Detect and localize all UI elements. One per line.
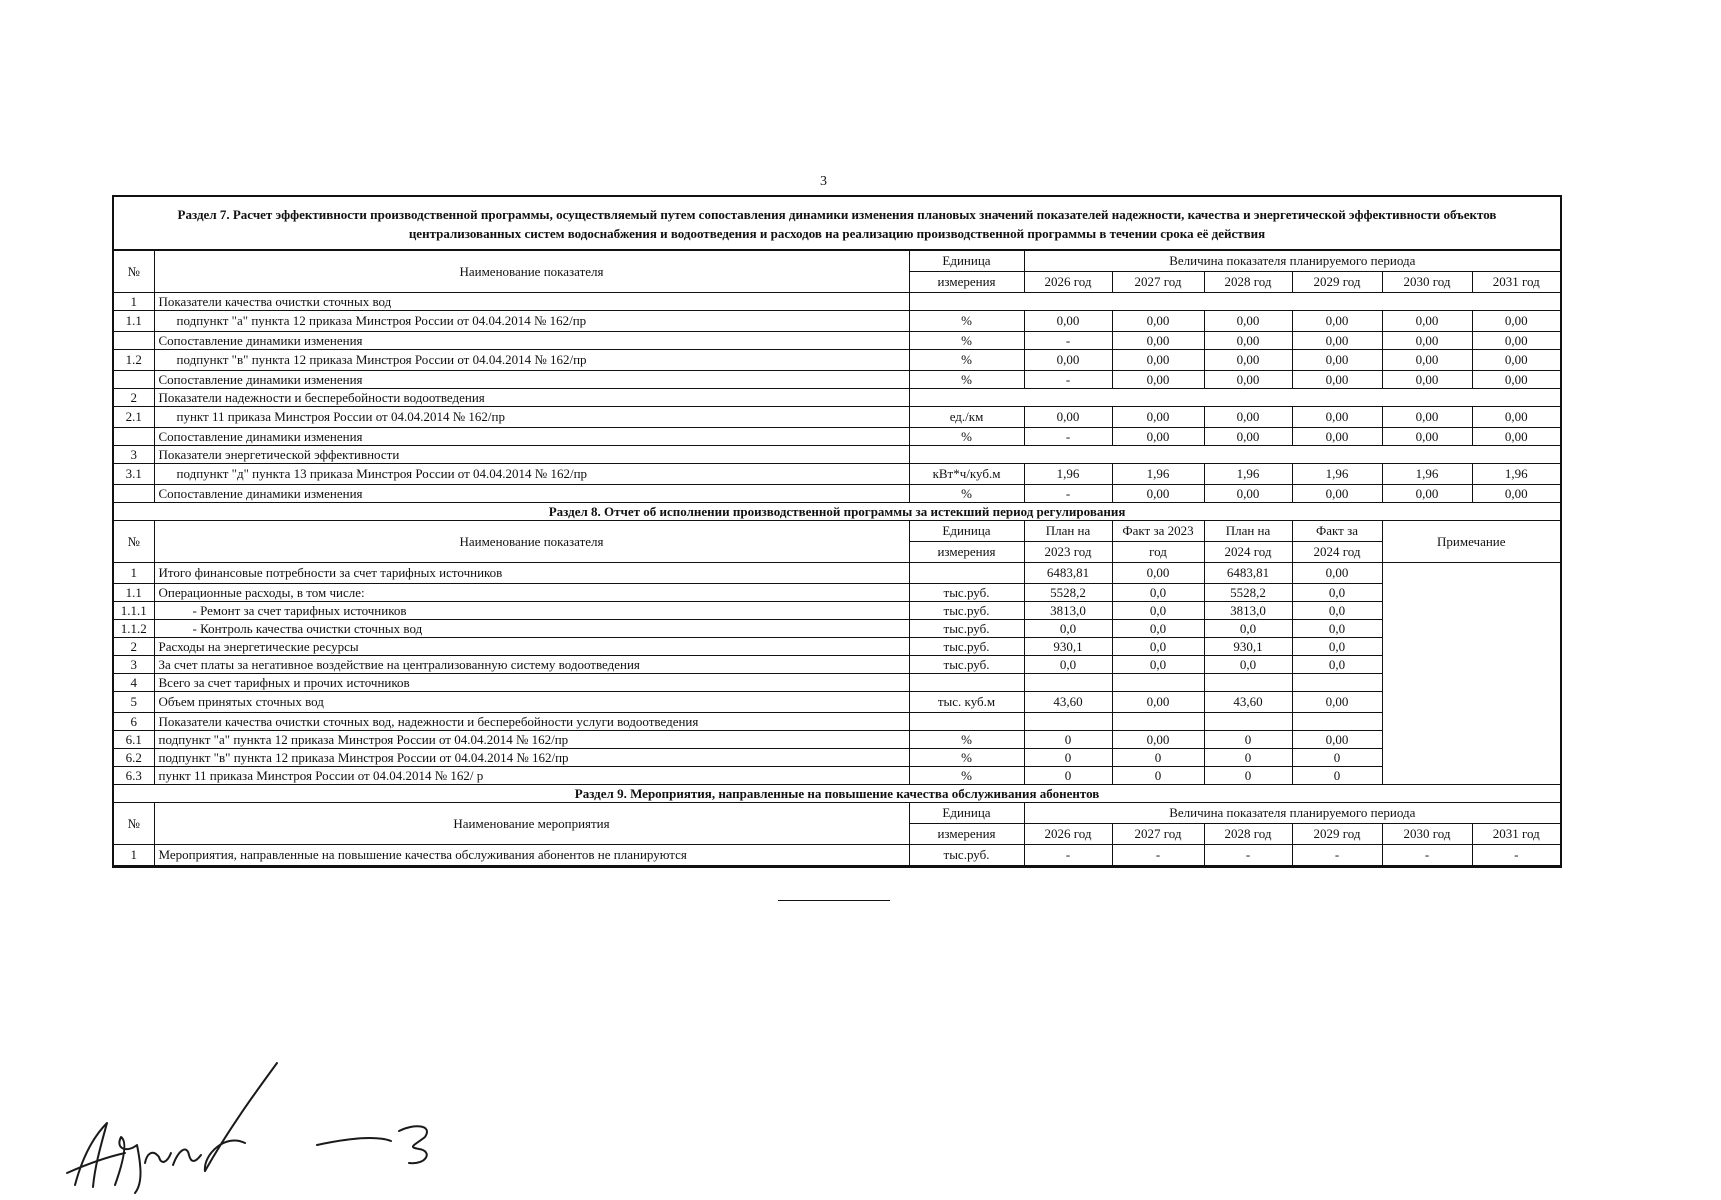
row-value: 0,00 (1472, 350, 1560, 371)
row-unit: % (909, 311, 1024, 332)
section8-row (114, 713, 1560, 731)
section8-row (114, 602, 1560, 620)
row-name: Объем принятых сточных вод (154, 692, 909, 713)
row-name: подпункт "а" пункта 12 приказа Минстроя России от 04.04.2014 № 162/пр (154, 731, 909, 749)
row-value (1024, 674, 1112, 692)
year-header: 2026 год (1024, 824, 1112, 845)
row-unit: тыс. куб.м (909, 692, 1024, 713)
year-header: 2029 год (1292, 272, 1382, 293)
section8-row (114, 767, 1560, 785)
row-value: 0,00 (1112, 332, 1204, 350)
row-number: 2 (114, 389, 154, 407)
row-number: 1.1.1 (114, 602, 154, 620)
row-value: 0 (1204, 767, 1292, 785)
row-name: подпункт "а" пункта 12 приказа Минстроя России от 04.04.2014 № 162/пр (154, 311, 909, 332)
row-empty-span (909, 446, 1560, 464)
row-unit: кВт*ч/куб.м (909, 464, 1024, 485)
section7-row (114, 428, 1560, 446)
main-table (114, 250, 1560, 866)
row-empty-span (909, 293, 1560, 311)
row-number: 1.1 (114, 311, 154, 332)
section8-title: Раздел 8. Отчет об исполнении производственной программы за истекший период регулирования (114, 503, 1560, 521)
row-name: За счет платы за негативное воздействие на централизованную систему водоотведения (154, 656, 909, 674)
row-value (1112, 713, 1204, 731)
row-value: 0,00 (1292, 407, 1382, 428)
row-value: 0,00 (1472, 311, 1560, 332)
row-name: Операционные расходы, в том числе: (154, 584, 909, 602)
section7-row (114, 446, 1560, 464)
row-value (1024, 713, 1112, 731)
row-value: 0,00 (1024, 350, 1112, 371)
row-value: 0,00 (1382, 428, 1472, 446)
page-number: 3 (820, 174, 827, 189)
section7-row (114, 332, 1560, 350)
row-value: 43,60 (1204, 692, 1292, 713)
section9-row (114, 845, 1560, 866)
row-name: Сопоставление динамики изменения (154, 371, 909, 389)
row-empty-span (909, 389, 1560, 407)
row-value: 0,00 (1112, 563, 1204, 584)
row-name: подпункт "в" пункта 12 приказа Минстроя России от 04.04.2014 № 162/пр (154, 350, 909, 371)
handwritten-signature (55, 1045, 445, 1195)
row-value: 0,0 (1112, 602, 1204, 620)
row-number: 5 (114, 692, 154, 713)
row-value: 43,60 (1024, 692, 1112, 713)
year-header: 2027 год (1112, 824, 1204, 845)
row-unit (909, 563, 1024, 584)
row-name: Показатели качества очистки сточных вод, надежности и бесперебойности услуги водоотведения (154, 713, 909, 731)
row-value: 0,00 (1472, 428, 1560, 446)
row-name: Сопоставление динамики изменения (154, 428, 909, 446)
row-value: 0,0 (1292, 620, 1382, 638)
row-value: 0,0 (1024, 656, 1112, 674)
row-unit: % (909, 731, 1024, 749)
section7-row (114, 464, 1560, 485)
row-value: 0,00 (1204, 428, 1292, 446)
row-value (1292, 713, 1382, 731)
row-value: 0,0 (1292, 656, 1382, 674)
row-number: 1.2 (114, 350, 154, 371)
col-name-header: Наименование показателя (154, 251, 909, 293)
section8-header-row (114, 521, 1560, 542)
row-value: - (1024, 428, 1112, 446)
row-value: 0,00 (1292, 311, 1382, 332)
col-plan2024-header-2: 2024 год (1204, 542, 1292, 563)
col-fact2024-header: Факт за (1292, 521, 1382, 542)
row-name: Сопоставление динамики изменения (154, 332, 909, 350)
row-value: 6483,81 (1024, 563, 1112, 584)
document-table-frame (112, 195, 1562, 868)
row-value: 0,00 (1112, 350, 1204, 371)
row-unit: ед./км (909, 407, 1024, 428)
row-value: 5528,2 (1024, 584, 1112, 602)
section8-row (114, 638, 1560, 656)
row-name: подпункт "д" пункта 13 приказа Минстроя России от 04.04.2014 № 162/пр (154, 464, 909, 485)
row-value: 0,00 (1112, 407, 1204, 428)
row-number: 6 (114, 713, 154, 731)
row-value: 930,1 (1204, 638, 1292, 656)
row-value: 0,0 (1292, 584, 1382, 602)
section9-title: Раздел 9. Мероприятия, направленные на повышение качества обслуживания абонентов (114, 785, 1560, 803)
row-name: пункт 11 приказа Минстроя России от 04.04.2014 № 162/ р (154, 767, 909, 785)
row-value: 0,00 (1292, 371, 1382, 389)
row-value: - (1382, 845, 1472, 866)
row-name: Мероприятия, направленные на повышение качества обслуживания абонентов не планируются (154, 845, 909, 866)
row-number: 1.1 (114, 584, 154, 602)
year-header: 2027 год (1112, 272, 1204, 293)
section7-row (114, 407, 1560, 428)
row-value: 0,0 (1292, 638, 1382, 656)
row-value: 0,00 (1472, 407, 1560, 428)
row-unit: тыс.руб. (909, 584, 1024, 602)
row-value: 0,00 (1472, 332, 1560, 350)
row-name: Показатели надежности и бесперебойности водоотведения (154, 389, 909, 407)
row-unit (909, 674, 1024, 692)
row-value: 0 (1112, 767, 1204, 785)
row-value: - (1472, 845, 1560, 866)
row-number (114, 332, 154, 350)
col-unit-header: Единица (909, 251, 1024, 272)
section8-row (114, 692, 1560, 713)
row-value: 1,96 (1382, 464, 1472, 485)
row-value (1204, 713, 1292, 731)
row-number: 6.3 (114, 767, 154, 785)
row-unit: % (909, 371, 1024, 389)
row-value: 0,00 (1472, 371, 1560, 389)
row-value: - (1024, 332, 1112, 350)
row-value: 0,00 (1292, 350, 1382, 371)
row-name: Итого финансовые потребности за счет тарифных источников (154, 563, 909, 584)
row-value: 3813,0 (1204, 602, 1292, 620)
col-note-header: Примечание (1382, 521, 1560, 563)
row-unit: тыс.руб. (909, 845, 1024, 866)
row-value: 0,00 (1112, 371, 1204, 389)
row-value: 0 (1292, 749, 1382, 767)
row-number: 3 (114, 446, 154, 464)
section8-row (114, 749, 1560, 767)
col-unit-header-2: измерения (909, 272, 1024, 293)
row-value: 0,00 (1292, 332, 1382, 350)
col-no-header: № (114, 521, 154, 563)
section8-row (114, 563, 1560, 584)
row-value: 1,96 (1292, 464, 1382, 485)
row-value: 1,96 (1024, 464, 1112, 485)
row-value: 0,0 (1112, 620, 1204, 638)
row-name: пункт 11 приказа Минстроя России от 04.04.2014 № 162/пр (154, 407, 909, 428)
row-value: 0,00 (1112, 485, 1204, 503)
row-value: 1,96 (1472, 464, 1560, 485)
row-value: 0,00 (1112, 311, 1204, 332)
year-header: 2028 год (1204, 824, 1292, 845)
col-plan2023-header: План на (1024, 521, 1112, 542)
col-name-header: Наименование показателя (154, 521, 909, 563)
row-unit: тыс.руб. (909, 656, 1024, 674)
row-value: 0,00 (1382, 311, 1472, 332)
section7-row (114, 371, 1560, 389)
row-value: 6483,81 (1204, 563, 1292, 584)
row-value: 0 (1292, 767, 1382, 785)
section7-row (114, 389, 1560, 407)
row-value: 0,00 (1382, 485, 1472, 503)
section7-row (114, 311, 1560, 332)
row-unit: % (909, 767, 1024, 785)
row-value: 0,0 (1204, 656, 1292, 674)
row-value: 0,00 (1292, 428, 1382, 446)
row-name: Показатели энергетической эффективности (154, 446, 909, 464)
row-name: Сопоставление динамики изменения (154, 485, 909, 503)
col-no-header: № (114, 251, 154, 293)
row-value: 0,00 (1382, 407, 1472, 428)
row-value: 0 (1024, 767, 1112, 785)
col-fact2024-header-2: 2024 год (1292, 542, 1382, 563)
col-fact2023-header: Факт за 2023 (1112, 521, 1204, 542)
section9-header-row (114, 803, 1560, 824)
year-header: 2030 год (1382, 824, 1472, 845)
row-unit: % (909, 332, 1024, 350)
row-value: 0,00 (1292, 563, 1382, 584)
row-value: 0,0 (1112, 656, 1204, 674)
row-name: Показатели качества очистки сточных вод (154, 293, 909, 311)
year-header: 2031 год (1472, 824, 1560, 845)
row-number: 4 (114, 674, 154, 692)
section7-row (114, 350, 1560, 371)
row-value: 0,00 (1292, 485, 1382, 503)
row-name: - Контроль качества очистки сточных вод (154, 620, 909, 638)
row-value: 0,00 (1112, 692, 1204, 713)
col-unit-header-2: измерения (909, 824, 1024, 845)
row-value: 0,00 (1292, 731, 1382, 749)
row-value: 930,1 (1024, 638, 1112, 656)
row-value: 0 (1024, 731, 1112, 749)
row-value (1204, 674, 1292, 692)
year-header: 2028 год (1204, 272, 1292, 293)
row-value (1292, 674, 1382, 692)
row-value: - (1204, 845, 1292, 866)
section7-row (114, 293, 1560, 311)
row-value: 0,00 (1204, 350, 1292, 371)
section7-title: Раздел 7. Расчет эффективности производственной программы, осуществляемый путем сопоставления динамики изменения плановых значений показателей надежности, качества и энергетической эффективности объектов централизованных систем водоснабжения и водоотведения и расходов на реализацию производственной программы в течении срока её действия (114, 197, 1560, 250)
year-header: 2029 год (1292, 824, 1382, 845)
row-unit (909, 713, 1024, 731)
row-value: - (1292, 845, 1382, 866)
col-name-header: Наименование мероприятия (154, 803, 909, 845)
row-number: 3 (114, 656, 154, 674)
row-value: 0,0 (1112, 638, 1204, 656)
row-unit: % (909, 485, 1024, 503)
row-value: 0,00 (1382, 332, 1472, 350)
row-value: 0,00 (1112, 428, 1204, 446)
section8-row (114, 656, 1560, 674)
year-header: 2026 год (1024, 272, 1112, 293)
divider-line (778, 900, 890, 901)
row-unit: % (909, 428, 1024, 446)
row-value: 0,00 (1382, 350, 1472, 371)
row-value: 0,0 (1112, 584, 1204, 602)
col-unit-header: Единица (909, 521, 1024, 542)
col-plan2024-header: План на (1204, 521, 1292, 542)
row-value: 0,00 (1292, 692, 1382, 713)
row-number: 6.2 (114, 749, 154, 767)
row-value: 0,0 (1204, 620, 1292, 638)
row-number: 1 (114, 845, 154, 866)
row-value: 0 (1024, 749, 1112, 767)
row-name: Всего за счет тарифных и прочих источников (154, 674, 909, 692)
row-number: 1 (114, 293, 154, 311)
row-value: - (1112, 845, 1204, 866)
col-unit-header-2: измерения (909, 542, 1024, 563)
row-value: 0,00 (1024, 407, 1112, 428)
row-value: 0,0 (1024, 620, 1112, 638)
row-value: 3813,0 (1024, 602, 1112, 620)
row-unit: тыс.руб. (909, 602, 1024, 620)
section8-row (114, 731, 1560, 749)
col-plan2023-header-2: 2023 год (1024, 542, 1112, 563)
section8-row (114, 584, 1560, 602)
row-unit: тыс.руб. (909, 638, 1024, 656)
row-value: 0,00 (1472, 485, 1560, 503)
row-number: 2.1 (114, 407, 154, 428)
row-note (1382, 563, 1560, 785)
row-value: 1,96 (1204, 464, 1292, 485)
col-fact2023-header-2: год (1112, 542, 1204, 563)
row-name: подпункт "в" пункта 12 приказа Минстроя России от 04.04.2014 № 162/пр (154, 749, 909, 767)
row-value: 0 (1204, 749, 1292, 767)
row-number: 2 (114, 638, 154, 656)
section9-title-row (114, 785, 1560, 803)
row-value: - (1024, 485, 1112, 503)
col-period-header: Величина показателя планируемого периода (1024, 803, 1560, 824)
row-value: 0,00 (1204, 371, 1292, 389)
row-value: 0,0 (1292, 602, 1382, 620)
row-value: 1,96 (1112, 464, 1204, 485)
row-number (114, 371, 154, 389)
row-value: 0,00 (1382, 371, 1472, 389)
row-value: - (1024, 845, 1112, 866)
row-number (114, 428, 154, 446)
row-value: - (1024, 371, 1112, 389)
row-unit: тыс.руб. (909, 620, 1024, 638)
row-number: 1 (114, 563, 154, 584)
section8-title-row (114, 503, 1560, 521)
row-unit: % (909, 350, 1024, 371)
row-value: 0,00 (1112, 731, 1204, 749)
section7-row (114, 485, 1560, 503)
row-name: Расходы на энергетические ресурсы (154, 638, 909, 656)
row-value: 0,00 (1204, 332, 1292, 350)
section8-row (114, 620, 1560, 638)
row-value: 5528,2 (1204, 584, 1292, 602)
section8-row (114, 674, 1560, 692)
year-header: 2031 год (1472, 272, 1560, 293)
col-no-header: № (114, 803, 154, 845)
row-number: 3.1 (114, 464, 154, 485)
col-period-header: Величина показателя планируемого периода (1024, 251, 1560, 272)
row-value: 0 (1112, 749, 1204, 767)
row-unit: % (909, 749, 1024, 767)
row-value: 0 (1204, 731, 1292, 749)
row-value: 0,00 (1024, 311, 1112, 332)
row-value: 0,00 (1204, 407, 1292, 428)
row-value: 0,00 (1204, 485, 1292, 503)
row-name: - Ремонт за счет тарифных источников (154, 602, 909, 620)
row-value (1112, 674, 1204, 692)
year-header: 2030 год (1382, 272, 1472, 293)
section7-header-row (114, 251, 1560, 272)
row-number: 6.1 (114, 731, 154, 749)
row-number: 1.1.2 (114, 620, 154, 638)
row-value: 0,00 (1204, 311, 1292, 332)
row-number (114, 485, 154, 503)
col-unit-header: Единица (909, 803, 1024, 824)
